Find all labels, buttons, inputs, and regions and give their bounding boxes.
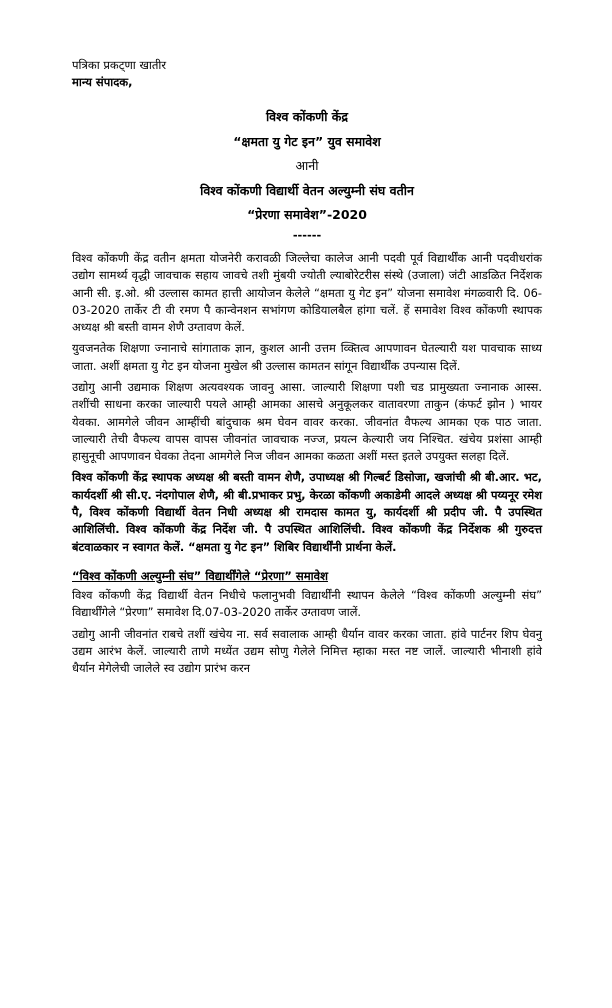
title-event-kshamata: “क्षमता यु गेट इन” युव समावेश: [233, 133, 381, 149]
subheading-prerana: “विश्व कोंकणी अल्युम्नी संघ” विद्यार्थींगेले “प्रेरणा” समावेश: [72, 568, 329, 583]
title-organization: विश्व कोंकणी केंद्र: [265, 109, 349, 125]
paragraph-youth-knowledge: युवजनतेक शिक्षणा ज्नानाचे सांगाताक ज्ञान, कुशल आनी उत्तम व्क्तित्व आपणावन घेतल्यारी यश पावचाक साध्य जाता. अशीं क्षमता यु गेट इन योजना मुखेल श्री उल्लास कामतन सांगून विद्यार्थींक उपन्यास दिलें.: [72, 341, 542, 373]
title-prerana-event: “प्रेरणा समावेश”-2020: [247, 207, 367, 223]
title-separator: ------: [292, 227, 322, 242]
header-line-press-release: पत्रिका प्रकट्णा खातीर: [72, 58, 167, 72]
paragraph-prerana-intro: विश्व कोंकणी केंद्र विद्यार्थी वेतन निधीचे फलानुभवी विद्यार्थींनी स्थापन केलेले “विश्व कोंकणी अल्युम्नी संघ” विद्यार्थींगेले “प्रेरणा” समावेश दि.07-03-2020 तार्केर उग्तावण जालें.: [72, 587, 542, 620]
press-release-page: [72, 57, 542, 681]
paragraph-prerana-body: उद्योगु आनी जीवनांत राबचे तशीं खंचेय ना. सर्व सवालाक आम्ही धैर्यान वावर करका जाता. हांवे पार्टनर शिप घेवनु उद्यम आरंभ केलें. जाल्यारी ताणे मध्येंत उद्यम सोणु गेलेले निमित्त म्हाका मस्त नष्ट जालें. जाल्यारी भीनाशी हांवे धैर्यान मेगेलेची जालेले स्व उद्योग प्रारंभ करन: [72, 626, 542, 676]
paragraph-dignitaries: विश्व कोंकणी केंद्र स्थापक अध्यक्ष श्री बस्ती वामन शेणै, उपाध्यक्ष श्री गिल्बर्ट डिसोजा, खजांची श्री बी.आर. भट, कार्यदर्शी श्री सी.ए. नंदगोपाल शेणै, श्री बी.प्रभाकर प्रभु, केरळा कोंकणी अकाडेमी आदले अध्यक्ष श्री पय्यनूर रमेश पै, विश्व कोंकणी विद्यार्थी वेतन निधी अध्यक्ष श्री रामदास कामत यु, कार्यदर्शी श्री प्रदीप जी. पै उपस्थित आशिलिंची. विश्व कोंकणी केंद्र निर्देश जी. पै उपस्थित आशिलिंची. विश्व कोंकणी केंद्र निर्देशक श्री गुरुदत्त बंटवाळकार न स्वागत केलें. “क्षमता यु गेट इन” शिबिर विद्यार्थींनी प्रार्थना केलें.: [72, 470, 542, 554]
header-line-editor-salutation: मान्य संपादक,: [72, 75, 133, 90]
title-alumni-sangh: विश्व कोंकणी विद्यार्थी वेतन अल्युम्नी संघ वतीन: [200, 182, 414, 198]
paragraph-education-industry: उद्योगु आनी उद्यमाक शिक्षण अत्यवश्यक जावनु आसा. जाल्यारी शिक्षणा पशी चड प्रामुख्यता ज्नानाक आस्स. तशींची साधना करका जाल्यारी पयले आम्ही आमका आसचे अनुकूलकर वातावरणा ताकुन (कंफर्ट झोन ) भायर येवका. आमगेले जीवन आम्हींची बांदुचाक श्रम घेवन वावर करका. जीवनांत वैफल्य आमका एक पाठ जाता. जाल्यारी तेची वैफल्य वापस वापस जीवनांत जावचाक नज्ज, प्रयत्न केल्यारी जय निश्चित. खंचेय प्रशंसा आम्ही हासुनूची आपणावन घेवका तेदना आमगेले निज जीवन आमका कळता अशीं मस्त इतले उपयुक्त सलहा दिलें.: [72, 379, 542, 464]
paragraph-intro: विश्व कोंकणी केंद्र वतीन क्षमता योजनेरी करावळी जिल्लेचा कालेज आनी पदवी पूर्व विद्यार्थींक आनी पदवीधरांक उद्योग सामर्थ्य वृद्धी जावचाक सहाय जावचे तशी मुंबयी ज्योती ल्याबोरेटरीस संस्थे (उजाला) जंटी आडळित निर्देशक आनी सी. इ.ओ. श्री उल्लास कामत हात्ती आयोजन केलेले “क्षमता यु गेट इन” योजना समावेश मंगळ्वारी दि. 06-03-2020 तार्केर टी वी रमण पै कान्वेनशन सभांगण कोडियालबैल हांगा चलें. हें समावेश विश्व कोंकणी स्थापक अध्यक्ष श्री बस्ती वामन शेणै उग्तावण केलें.: [72, 250, 542, 335]
title-and: आनी: [295, 158, 319, 174]
